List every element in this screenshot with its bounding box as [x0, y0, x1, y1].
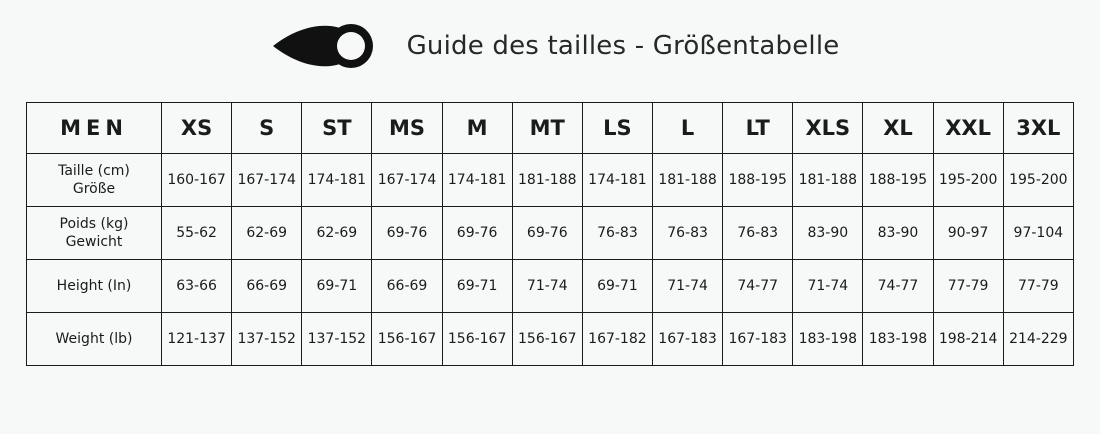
cell: 183-198 [793, 313, 863, 366]
column-header-xxl: XXL [933, 103, 1003, 154]
cell: 66-69 [232, 260, 302, 313]
cell: 71-74 [652, 260, 722, 313]
cell: 69-71 [582, 260, 652, 313]
cell: 69-71 [442, 260, 512, 313]
cell: 160-167 [162, 154, 232, 207]
size-table-container [26, 102, 1074, 366]
brand-eye-logo-icon [271, 20, 381, 72]
cell: 198-214 [933, 313, 1003, 366]
cell: 62-69 [232, 207, 302, 260]
cell: 181-188 [793, 154, 863, 207]
cell: 174-181 [442, 154, 512, 207]
column-header-ms: MS [372, 103, 442, 154]
cell: 69-76 [512, 207, 582, 260]
cell: 174-181 [582, 154, 652, 207]
cell: 156-167 [372, 313, 442, 366]
cell: 156-167 [512, 313, 582, 366]
page-header [0, 0, 1100, 92]
page-title: Guide des tailles - Größentabelle [406, 31, 840, 61]
row-label-line2: Größe [72, 181, 116, 197]
cell: 195-200 [1003, 154, 1073, 207]
cell: 69-76 [372, 207, 442, 260]
cell: 90-97 [933, 207, 1003, 260]
size-table-head [27, 103, 1074, 154]
cell: 83-90 [863, 207, 933, 260]
cell: 71-74 [512, 260, 582, 313]
cell: 137-152 [232, 313, 302, 366]
column-header-l: L [652, 103, 722, 154]
column-header-s: S [232, 103, 302, 154]
row-label-height-cm [27, 154, 162, 207]
table-corner-label: MEN [27, 103, 162, 154]
cell: 188-195 [723, 154, 793, 207]
column-header-xls: XLS [793, 103, 863, 154]
column-header-xs: XS [162, 103, 232, 154]
size-table [26, 102, 1074, 366]
column-header-3xl: 3XL [1003, 103, 1073, 154]
cell: 121-137 [162, 313, 232, 366]
cell: 174-181 [302, 154, 372, 207]
cell: 76-83 [723, 207, 793, 260]
cell: 74-77 [863, 260, 933, 313]
column-header-mt: MT [512, 103, 582, 154]
row-label-line2: Gewicht [65, 234, 123, 250]
row-label-height-in [27, 260, 162, 313]
cell: 76-83 [582, 207, 652, 260]
table-row [27, 154, 1074, 207]
header-row [27, 103, 1074, 154]
row-label-line1: Poids (kg) [59, 215, 129, 232]
row-label-line1: Height (In) [56, 277, 132, 294]
cell: 167-182 [582, 313, 652, 366]
cell: 214-229 [1003, 313, 1073, 366]
cell: 63-66 [162, 260, 232, 313]
table-row [27, 260, 1074, 313]
column-header-st: ST [302, 103, 372, 154]
cell: 167-174 [232, 154, 302, 207]
cell: 62-69 [302, 207, 372, 260]
column-header-lt: LT [723, 103, 793, 154]
cell: 71-74 [793, 260, 863, 313]
cell: 69-71 [302, 260, 372, 313]
cell: 76-83 [652, 207, 722, 260]
row-label-line1: Weight (lb) [55, 330, 133, 347]
cell: 188-195 [863, 154, 933, 207]
column-header-ls: LS [582, 103, 652, 154]
cell: 83-90 [793, 207, 863, 260]
cell: 167-174 [372, 154, 442, 207]
cell: 74-77 [723, 260, 793, 313]
cell: 137-152 [302, 313, 372, 366]
cell: 195-200 [933, 154, 1003, 207]
cell: 97-104 [1003, 207, 1073, 260]
size-table-body [27, 154, 1074, 366]
column-header-xl: XL [863, 103, 933, 154]
cell: 156-167 [442, 313, 512, 366]
table-row [27, 313, 1074, 366]
cell: 69-76 [442, 207, 512, 260]
table-row [27, 207, 1074, 260]
cell: 167-183 [652, 313, 722, 366]
cell: 181-188 [512, 154, 582, 207]
row-label-weight-kg [27, 207, 162, 260]
cell: 66-69 [372, 260, 442, 313]
column-header-m: M [442, 103, 512, 154]
cell: 77-79 [1003, 260, 1073, 313]
cell: 167-183 [723, 313, 793, 366]
cell: 183-198 [863, 313, 933, 366]
row-label-line1: Taille (cm) [58, 162, 130, 179]
cell: 181-188 [652, 154, 722, 207]
cell: 55-62 [162, 207, 232, 260]
row-label-weight-lb [27, 313, 162, 366]
cell: 77-79 [933, 260, 1003, 313]
